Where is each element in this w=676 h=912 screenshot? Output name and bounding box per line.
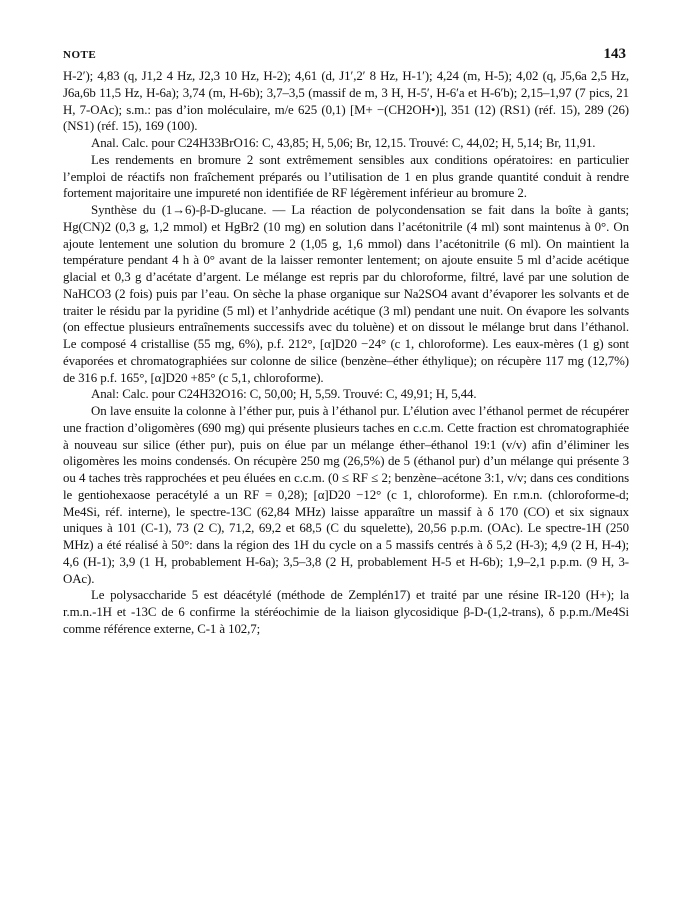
elemental-analysis-bromide: Anal. Calc. pour C24H33BrO16: C, 43,85; H, 5,06; Br, 12,15. Trouvé: C, 44,02; H, 5,14; Br, 11,91.	[91, 136, 596, 150]
running-head	[63, 46, 626, 66]
section-label: NOTE	[63, 49, 97, 61]
yield-remark-paragraph: Les rendements en bromure 2 sont extrêmement sensibles aux conditions opératoires: en particulier l’emploi de réactifs non fraîchement préparés ou l’utilisation de 1 en plus grande quantité conduit à rendre fortement majoritaire une impureté non identifiée de RF légèrement inférieur au bromure 2.	[63, 152, 629, 201]
glucan-synthesis-paragraph: Synthèse du (1→6)-β-D-glucane. — La réaction de polycondensation se fait dans la boîte à gants; Hg(CN)2 (0,3 g, 1,2 mmol) et HgBr2 (10 mg) en solution dans l’acétonitrile (4 ml) sont maintenus à 0°. On ajoute lentement une solution du bromure 2 (1,05 g, 1,6 mmol) dans l’acétonitrile (6 ml). On maintient la température pendant 4 h à 0° avant de la laisser remonter lentement; on ajoute ensuite 5 ml d’acide acétique glacial et 0,3 g d’acétate d’argent. Le mélange est repris par du chloroforme, filtré, lavé par une solution de NaHCO3 (2 fois) puis par l’eau. On sèche la phase organique sur Na2SO4 avant d’évaporer les solvants et de traiter le résidu par la pyridine (5 ml) et l’anhydride acétique (3 ml) pendant une nuit. On évapore les solvants (on effectue plusieurs entraînements successifs avec du toluène) et on dissout le mélange brut dans l’éthanol. Le composé 4 cristallise (55 mg, 6%), p.f. 212°, [α]D20 −24° (c 1, chloroforme). Les eaux-mères (1 g) sont évaporées et chromatographiées sur colonne de silice (benzène–éther éthylique); on récupère 117 mg (12,7%) de 316 p.f. 165°, [α]D20 +85° (c 5,1, chloroforme).	[63, 203, 629, 385]
column-elution-paragraph: On lave ensuite la colonne à l’éther pur, puis à l’éthanol pur. L’élution avec l’éthanol permet de récupérer une fraction d’oligomères (690 mg) qui présente plusieurs taches en c.c.m. Cette fraction est chromatographiée à nouveau sur silice (éther pur), puis on élue par un mélange éther–éthanol 19:1 (v/v) afin d’éliminer les oligomères les moins condensés. On récupère 250 mg (26,5%) de 5 (éthanol pur) d’un mélange qui présente 3 ou 4 taches très rapprochées et peu éluées en c.c.m. (0 ≤ RF ≤ 2; benzène–acétone 3:1, v/v; dans ces conditions le gentiohexaose peracétylé a un RF = 0,28); [α]D20 −12° (c 1, chloroforme). En r.m.n. (chloroforme-d; Me4Si, réf. interne), le spectre-13C (62,84 MHz) laisse apparaître un massif à δ 170 (CO) et six signaux uniques à 101 (C-1), 73 (2 C), 71,2, 69,2 et 68,5 (C du squelette), 20,56 p.p.m. (OAc). Le spectre-1H (250 MHz) a été réalisé à 50°: dans la région des 1H du cycle on a 5 massifs centrés à δ 5,2 (H-3); 4,9 (2 H, H-4); 4,6 (H-1); 3,9 (1 H, probablement H-6a); 3,5–3,8 (2 H, probablement H-5 et H-6b); 1,9–2,1 p.p.m. (9 H, 3-OAc).	[63, 404, 629, 586]
page-number: 143	[603, 46, 626, 62]
deacetylation-paragraph: Le polysaccharide 5 est déacétylé (méthode de Zemplén17) et traité par une résine IR-120 (H+); la r.m.n.-1H et -13C de 6 confirme la stéréochimie de la liaison glycosidique β-D-(1,2-trans), δ p.p.m./Me4Si comme référence externe, C-1 à 102,7;	[63, 588, 629, 636]
elemental-analysis-compound: Anal: Calc. pour C24H32O16: C, 50,00; H, 5,59. Trouvé: C, 49,91; H, 5,44.	[91, 387, 477, 402]
article-body	[63, 68, 629, 638]
nmr-data-continuation: H-2′); 4,83 (q, J1,2 4 Hz, J2,3 10 Hz, H-2); 4,61 (d, J1′,2′ 8 Hz, H-1′); 4,24 (m, H-5); 4,02 (q, J5,6a 2,5 Hz, J6a,6b 11,5 Hz, H-6a); 3,74 (m, H-6b); 3,7–3,5 (massif de m, 3 H, H-5′, H-6′a et H-6′b); 2,15–1,97 (7 pics, 21 H, 7-OAc); s.m.: pas d’ion moléculaire, m/e 625 (0,1) [M+ −(CH2OH•)], 351 (12) (RS1) (réf. 15), 289 (26) (NS1) (réf. 15), 169 (100).	[63, 69, 629, 134]
